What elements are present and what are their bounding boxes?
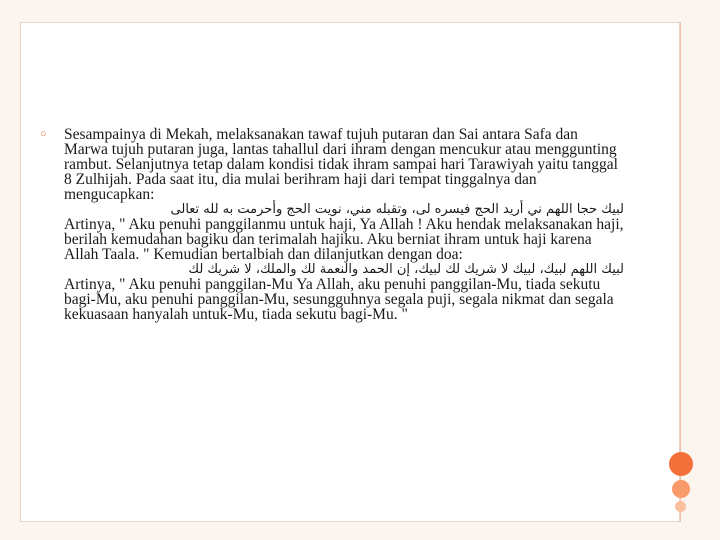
paragraph-translation-1: Artinya, " Aku penuhi panggilanmu untuk haji, Ya Allah ! Aku hendak melaksanakan haji, berilah kemudahan bagiku dan terimalah hajiku. Aku berniat ihram untuk haji karena Allah Taala. " Kemudian bertalbiah dan dilanjutkan dengan doa: (64, 216, 624, 263)
arabic-niat-haji: لبيك حجا اللهم ني أريد الحج فيسره لى، وتقبله مني، نويت الحج وأحرمت به لله تعالى (170, 202, 624, 217)
decor-dot-medium (672, 480, 690, 498)
right-divider-line (680, 22, 681, 522)
paragraph-translation-2: Artinya, " Aku penuhi panggilan-Mu Ya Allah, aku penuhi panggilan-Mu, tiada sekutu bagi-Mu, aku penuhi panggilan-Mu, sesungguhnya segala puji, segala nikmat dan segala kekuasaan hanyalah untuk-Mu, tiada sekutu bagi-Mu. " (64, 276, 614, 323)
decor-dot-large (669, 452, 693, 476)
arabic-talbiyah: لبيك اللهم لبيك، لبيك لا شريك لك لبيك، إن الحمد والنعمة لك والملك، لا شريك لك (188, 262, 624, 277)
decor-dot-small (675, 501, 686, 512)
bullet-circle-icon: ○ (40, 128, 47, 140)
body-text (64, 127, 624, 322)
paragraph-intro: Sesampainya di Mekah, melaksanakan tawaf tujuh putaran dan Sai antara Safa dan Marwa tujuh putaran juga, lantas tahallul dari ihram dengan mencukur atau menggunting rambut. Selanjutnya tetap dalam kondisi tidak ihram sampai hari Tarawiyah yaitu tanggal 8 Zulhijah. Pada saat itu, dia mulai berihram haji dari tempat tinggalnya dan mengucapkan: (64, 126, 618, 203)
